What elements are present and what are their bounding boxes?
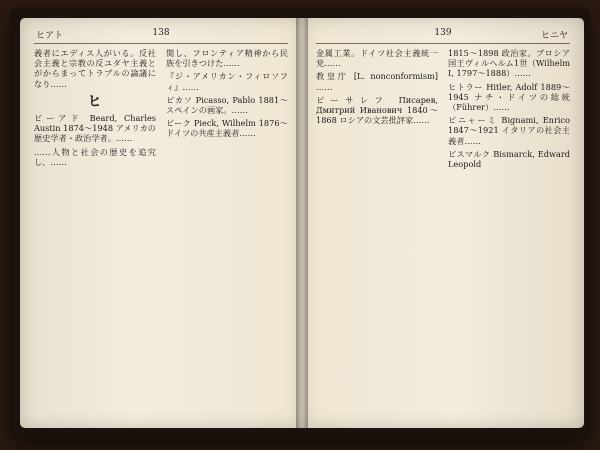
left-col2-entry-picasso: ピカソ Picasso, Pablo 1881～ スペインの画家。…… [166,94,288,116]
left-page [20,18,302,428]
left-header-text: ヒアト [36,31,64,41]
right-page-number: 139 [434,28,452,38]
open-book [10,8,590,438]
right-col1-entry-pisarev: ピーサレフ Писарев, Дмитрий Иванович 1840～1868 ロシアの文芸批評家…… [316,94,438,126]
left-column-2 [166,48,288,414]
right-page-header [318,28,568,42]
right-col2-para-1: 1815～1898 政治家。プロシア国王ヴィルヘルム1世（Wilhelm I, 1797～1888）…… [448,48,570,79]
right-col2-entry-hitler: ヒトラー Hitler, Adolf 1889～1945 ナチ・ドイツの総統（Führer）…… [448,81,570,113]
left-page-header [36,28,286,42]
left-column-1 [34,48,156,414]
right-col2-entry-bismarck: ビスマルク Bismarck, Edward Leopold [448,148,570,170]
left-col2-entry-pieck: ビーク Pieck, Wilhelm 1876～ ドイツの共産主義者…… [166,118,288,139]
left-col1-entry-beard: ビーアド Beard, Charles Austin 1874～1948 アメリカの歴史学者・政治学者。…… [34,113,156,144]
right-col1-para-1: 金属工業。ドイツ社会主義統一党…… [316,48,438,69]
right-header-rule [316,43,570,44]
left-col1-para-1: 義者にエディス人がいる。反社会主義と宗教の反ユダヤ主義とがからまってトラブルの論議になり…… [34,48,156,89]
section-letter-hi: ヒ [87,93,103,110]
right-col1-para-2: 教皇庁 [L. nonconformism] …… [316,71,438,92]
left-page-number: 138 [152,28,170,38]
left-col2-para-1: 関し、フロンティア精神から民族を引きつけた…… [166,48,288,69]
left-col2-para-2: 『ジ・アメリカン・フィロソフィ』…… [166,71,288,92]
right-header-text: ヒニヤ [540,31,568,41]
right-col2-entry-bignami: ビニャーミ Bignami, Enrico 1847～1921 イタリアの社会主義者…… [448,115,570,146]
left-page-columns [34,48,288,414]
right-column-1 [316,48,438,414]
right-page-columns [316,48,570,414]
left-col1-para-2: ……人物と社会の歴史を追究し、…… [34,146,156,167]
right-page [302,18,584,428]
left-header-rule [34,43,288,44]
right-column-2 [448,48,570,414]
